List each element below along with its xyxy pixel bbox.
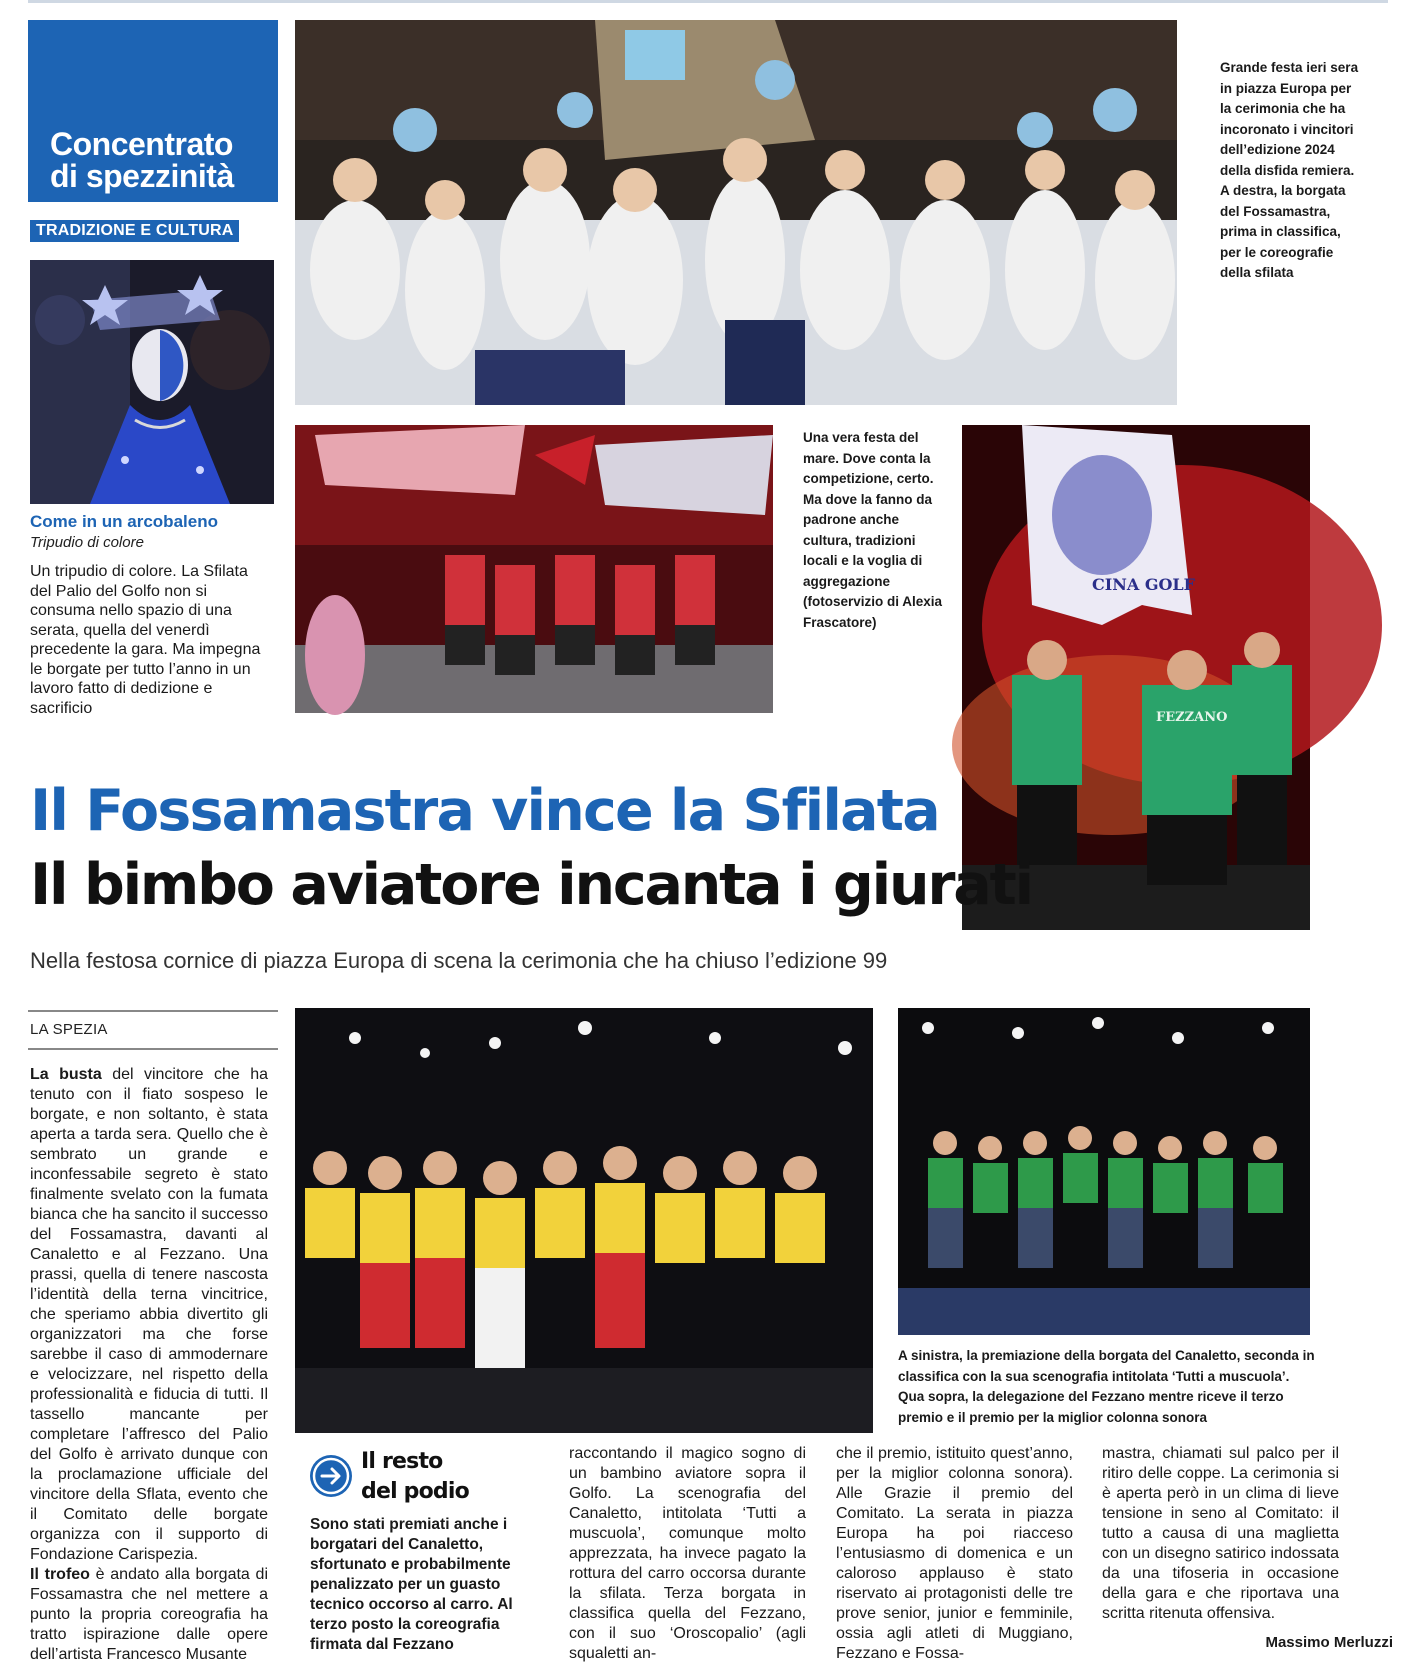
section-title-line1: Concentrato [50,126,233,162]
arrow-right-icon [310,1455,352,1497]
dateline: LA SPEZIA [30,1021,108,1038]
photo-celebration-stage [295,20,1177,405]
byline: Massimo Merluzzi [1265,1634,1393,1651]
caption-middle [803,428,943,633]
sidebar-box-title-line1: Il resto [361,1449,443,1474]
photo-credit: Alexia Frascatore [803,594,943,630]
photo-red-flags [295,425,773,713]
shirt-lettering: FEZZANO [1156,710,1228,725]
photo-canaletto-award [295,1008,873,1433]
caption-middle-text: Una vera festa del mare. Dove conta la competizione, certo. Ma dove la fanno da padrone anche cultura, tradizioni locali e la voglia di aggregazione (fotoservizio di [803,430,934,609]
headline-primary: Il Fossamastra vince la Sfilata [30,778,939,844]
article-column-4: che il premio, istituito quest’anno, per la miglior colonna sonora). Alle Grazie il premio del Comitato. La serata in piazza Europa ha poi riacceso l’entusiasmo di domenica e un caloroso applauso è stato riservato ai protagonisti delle tre prove senior, junior e femminile, ossia agli atleti di Muggiano, Fezzano e Fossa- [836,1445,1073,1662]
banner-lettering: CINA GOLF [1092,575,1196,594]
paragraph-2: è andato alla borgata di Fossamastra che nel mettere a punto la propria coreografia ha tratto ispirazione dalle opere dell’artista Francesco Musante [30,1566,268,1663]
caption-bottom-right: A sinistra, la premiazione della borgata del Canaletto, seconda in classifica con la sua scenografia intitolata ‘Tutti a muscuola’. Qua sopra, la delegazione del Fezzano mentre riceve il terzo premio e il premio per la miglior colonna sonora [898,1348,1315,1425]
section-tag: TRADIZIONE E CULTURA [30,220,239,242]
section-title [50,128,280,192]
headline-secondary: Il bimbo aviatore incanta i giurati [30,852,1032,918]
lead-in-2: Il trofeo [30,1566,90,1583]
portrait-caption-title: Come in un arcobaleno [30,512,218,531]
subheadline: Nella festosa cornice di piazza Europa di scena la cerimonia che ha chiuso l’edizione 99 [30,948,888,973]
caption-middle-end: ) [872,614,877,630]
dateline-rule-bottom [28,1048,278,1050]
section-title-line2: di spezzinità [50,158,234,194]
article-column-3: raccontando il magico sogno di un bambino aviatore sopra il Golfo. La scenografia del Canaletto, intitolata ‘Tutti a muscuola’, comunque molto apprezzata, ha invece pagato la rottura del carro occorsa durante la sfilata. Terza borgata in classifica quella del Fezzano, con il suo ‘Oroscopalio’ (agli squaletti an- [569,1445,806,1662]
portrait-caption-text: Un tripudio di colore. La Sfilata del Palio del Golfo non si consuma nello spazio di una serata, quella del venerdì precedente la gara. Ma impegna le borgate per tutto l’anno in un lavoro fatto di dedizione e sacrificio [30,563,261,717]
top-rule [28,0,1388,3]
sidebar-box-text: Sono stati premiati anche i borgatari del Canaletto, sfortunato e probabilmente penalizzato per un guasto tecnico occorso al carro. Al terzo posto la coreografia firmata dal Fezzano [310,1516,513,1653]
portrait-photo [30,260,274,504]
sidebar-box-title [361,1447,469,1507]
article-column-5: mastra, chiamati sul palco per il ritiro delle coppe. La cerimonia si è aperta però in un clima di lieve tensione in seno al Comitato: il tutto a causa di una maglietta con un disegno satirico indossata da una tifoseria in occasione della gara e che riportava una scritta ritenuta offensiva. [1102,1445,1339,1622]
article-column-1 [30,1065,268,1665]
paragraph-1: del vincitore che ha tenuto con il fiato sospeso le borgate, e non soltanto, è stata aperta a tarda sera. Quello che è sembrato un grande e inconfessabile segreto è stato finalmente svelato con la fumata bianca che ha sancito il successo del Fossamastra, davanti al Canaletto e al Fezzano. Una prassi, quella di tenere nascosta l’identità della terna vincitrice, che speriamo abbia divertito gli organizzatori ma che forse sarebbe il caso di ammodernare e velocizzare, nel rispetto della professionalità e fiducia di tutti. Il tassello mancante per completare l’affresco del Palio del Golfo è arrivato dunque con la proclamazione ufficiale del vincitore della Sflata, evento che il Comitato delle borgate organizza con il supporto di Fondazione Carispezia. [30,1066,268,1563]
lead-in-1: La busta [30,1066,102,1083]
caption-top-right: Grande festa ieri sera in piazza Europa per la cerimonia che ha incoronato i vincitori dell’edizione 2024 della disfida remiera. A destra, la borgata del Fossamastra, prima in classifica, per le coreografie della sfilata [1220,60,1359,280]
sidebar-box-title-line2: del podio [361,1479,469,1504]
portrait-caption-subtitle: Tripudio di colore [30,534,144,551]
dateline-rule-top [28,1010,278,1012]
photo-fezzano-award [898,1008,1310,1335]
